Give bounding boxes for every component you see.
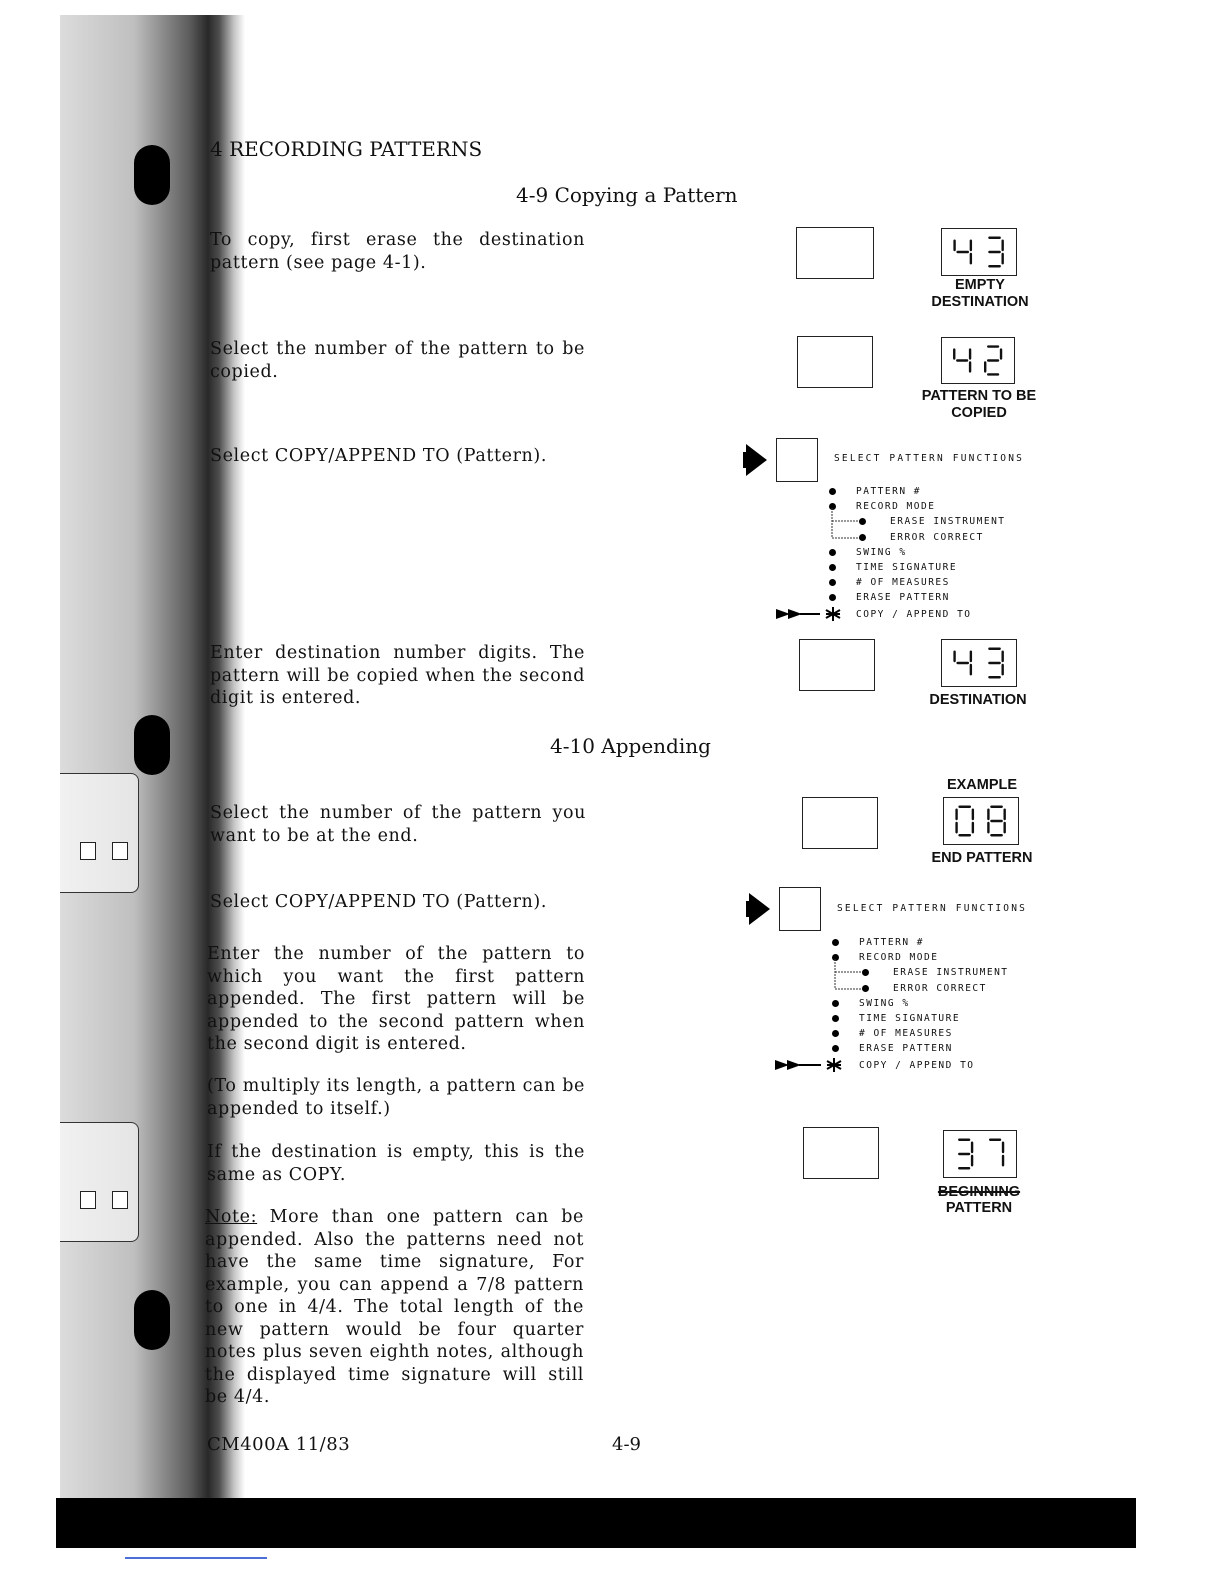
panel-button: [796, 227, 874, 279]
menu-bullet: [832, 1015, 839, 1022]
selected-arrow-icon: [775, 1057, 845, 1073]
menu-bullet: [862, 969, 869, 976]
menu-item-number-of-measures: # OF MEASURES: [856, 577, 950, 588]
edge-panel-fragment: [60, 1122, 139, 1242]
display-label-end-pattern: END PATTERN: [931, 850, 1033, 866]
menu-bullet: [829, 564, 836, 571]
lcd-display: [943, 1130, 1017, 1178]
display-label-beginning-struck: BEGINNING: [937, 1184, 1021, 1200]
display-label-pattern-to-be-copied: PATTERN TO BE COPIED: [921, 388, 1037, 421]
append-step-3: Enter the number of the pattern to which you want the first pattern appended. The first pattern will be appended to the second pattern when the second digit is entered.: [207, 944, 585, 1054]
section-heading-append: 4-10 Appending: [550, 734, 711, 758]
section-heading-copy: 4-9 Copying a Pattern: [516, 183, 738, 207]
edge-button: [112, 842, 128, 860]
lcd-display: [941, 228, 1017, 276]
lcd-digits: [942, 640, 1016, 686]
menu-item-erase-pattern: ERASE PATTERN: [859, 1043, 953, 1054]
menu-bullet: [832, 1030, 839, 1037]
example-label: EXAMPLE: [946, 777, 1018, 793]
menu-item-pattern-number: PATTERN #: [856, 486, 921, 497]
note-label: Note:: [205, 1207, 258, 1227]
menu-bullet: [829, 579, 836, 586]
pointer-arrow-icon: [746, 891, 772, 927]
chapter-heading: 4 RECORDING PATTERNS: [210, 137, 483, 161]
panel-button: [799, 639, 875, 691]
append-step-1: Select the number of the pattern you want to be at the end.: [210, 803, 586, 846]
panel-button: [802, 797, 878, 849]
menu-bullet: [829, 594, 836, 601]
menu-bullet: [859, 518, 866, 525]
append-multiply-note: (To multiply its length, a pattern can be appended to itself.): [207, 1076, 585, 1119]
menu-item-pattern-number: PATTERN #: [859, 937, 924, 948]
menu-bullet: [832, 1000, 839, 1007]
menu-item-time-signature: TIME SIGNATURE: [859, 1013, 961, 1024]
footer-doc-id: CM400A 11/83: [207, 1434, 351, 1455]
binding-hole: [134, 145, 170, 205]
display-label-pattern: PATTERN: [945, 1200, 1013, 1216]
panel-button: [797, 336, 873, 388]
lcd-digits: [944, 1131, 1016, 1177]
lcd-display: [941, 639, 1017, 687]
append-step-2: Select COPY/APPEND TO (Pattern).: [210, 892, 548, 912]
menu-bullet: [829, 488, 836, 495]
menu-bullet: [832, 939, 839, 946]
menu-item-record-mode: RECORD MODE: [856, 501, 936, 512]
menu-item-record-mode: RECORD MODE: [859, 952, 939, 963]
pointer-arrow-icon: [743, 442, 769, 478]
pattern-functions-menu: [770, 480, 1060, 630]
append-note-paragraph: [205, 1206, 584, 1409]
append-empty-note: If the destination is empty, this is the same as COPY.: [207, 1142, 585, 1185]
footer-page-number: 4-9: [612, 1434, 641, 1455]
pattern-functions-menu: [773, 931, 1063, 1081]
lcd-display: [941, 337, 1015, 384]
menu-item-error-correct: ERROR CORRECT: [893, 983, 987, 994]
menu-item-time-signature: TIME SIGNATURE: [856, 562, 958, 573]
select-pattern-functions-button: [776, 438, 818, 482]
lcd-digits: [942, 338, 1014, 383]
menu-bullet: [859, 534, 866, 541]
menu-item-copy-append-to: COPY / APPEND TO: [859, 1060, 975, 1071]
menu-item-erase-pattern: ERASE PATTERN: [856, 592, 950, 603]
edge-button: [80, 1191, 96, 1209]
edge-button: [80, 842, 96, 860]
edge-button: [112, 1191, 128, 1209]
lcd-display: [943, 797, 1019, 845]
copy-step-2: Select the number of the pattern to be copied.: [210, 339, 585, 382]
menu-title: SELECT PATTERN FUNCTIONS: [837, 903, 1028, 914]
copy-step-4: Enter destination number digits. The pattern will be copied when the second digit is entered.: [210, 643, 585, 708]
menu-item-swing: SWING %: [856, 547, 907, 558]
copy-step-3: Select COPY/APPEND TO (Pattern).: [210, 446, 548, 466]
menu-bullet: [829, 549, 836, 556]
binding-hole: [134, 1290, 170, 1350]
panel-button: [803, 1127, 879, 1179]
copy-step-1: To copy, first erase the destination pattern (see page 4-1).: [210, 230, 585, 273]
lcd-digits: [942, 229, 1016, 275]
scan-edge-line: [125, 1557, 267, 1559]
scan-bottom-border: [56, 1498, 1136, 1548]
binding-hole: [134, 715, 170, 775]
menu-item-swing: SWING %: [859, 998, 910, 1009]
select-pattern-functions-button: [779, 887, 821, 931]
edge-panel-fragment: [60, 773, 139, 893]
menu-item-error-correct: ERROR CORRECT: [890, 532, 984, 543]
lcd-digits: [944, 798, 1018, 844]
menu-title: SELECT PATTERN FUNCTIONS: [834, 453, 1025, 464]
display-label-destination: DESTINATION: [929, 692, 1027, 708]
display-label-empty-destination: EMPTY DESTINATION: [931, 277, 1029, 310]
selected-arrow-icon: [776, 606, 842, 622]
note-text: More than one pattern can be appended. Also the patterns need not have the same time signature, For example, you can append a 7/8 pattern to one in 4/4. The total length of the new pattern would be four quarter notes plus seven eighth notes, although the displayed time signature will still be 4/4.: [205, 1207, 584, 1407]
menu-bullet: [862, 985, 869, 992]
menu-item-erase-instrument: ERASE INSTRUMENT: [893, 967, 1009, 978]
menu-item-copy-append-to: COPY / APPEND TO: [856, 609, 972, 620]
menu-item-erase-instrument: ERASE INSTRUMENT: [890, 516, 1006, 527]
menu-item-number-of-measures: # OF MEASURES: [859, 1028, 953, 1039]
menu-bullet: [832, 1045, 839, 1052]
